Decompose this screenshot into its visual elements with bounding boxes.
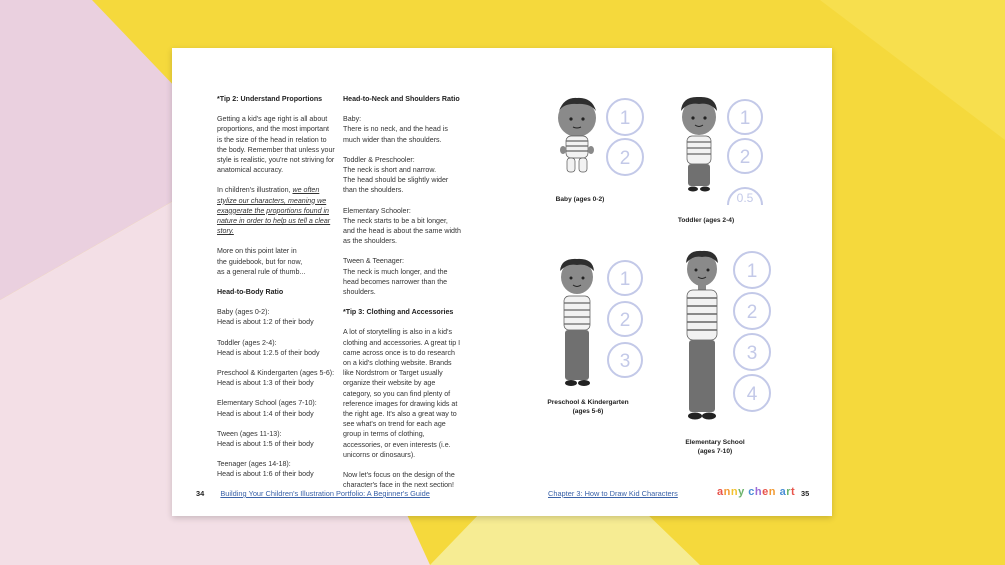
ratio-age: Tween (ages 11-13): xyxy=(217,429,282,438)
tip2-heading: *Tip 2: Understand Proportions xyxy=(217,95,323,103)
baby-illustration xyxy=(558,98,596,172)
toddler-illustration xyxy=(681,97,717,192)
neck-age: Toddler & Preschooler: xyxy=(343,155,415,164)
marker-label: 1 xyxy=(746,261,758,282)
neck-item xyxy=(343,155,463,196)
logo-letter: n xyxy=(723,486,731,498)
ratio-age: Preschool & Kindergarten (ages 5-6): xyxy=(217,369,335,378)
right-column xyxy=(343,94,463,501)
tip3-paragraph-2: Now let's focus on the design of the character's face in the next section! xyxy=(343,471,455,490)
ratio-item xyxy=(217,429,335,449)
marker-label: 1 xyxy=(739,108,751,129)
logo xyxy=(717,486,795,498)
marker-label: 3 xyxy=(746,343,758,364)
marker-label: 3 xyxy=(619,351,631,372)
marker-label: 2 xyxy=(619,148,631,169)
neck-heading: Head-to-Neck and Shoulders Ratio xyxy=(343,95,460,103)
marker-label: 4 xyxy=(746,384,758,405)
logo-letter: n xyxy=(768,486,776,498)
tip2-paragraph-2 xyxy=(217,185,335,236)
preschool-figure xyxy=(550,256,665,396)
ratio-item xyxy=(217,307,335,327)
left-column xyxy=(217,94,335,490)
ratio-value: Head is about 1:2 of their body xyxy=(217,318,314,327)
logo-letter: y xyxy=(738,486,745,498)
elementary-illustration xyxy=(686,251,718,420)
neck-item xyxy=(343,206,463,247)
marker-label: 2 xyxy=(739,147,751,168)
ratio-value: Head is about 1:6 of their body xyxy=(217,470,314,479)
right-footer-link xyxy=(548,489,678,498)
ratio-item xyxy=(217,368,335,388)
ratio-item xyxy=(217,398,335,418)
elementary-figure xyxy=(672,248,787,438)
book-spread xyxy=(172,48,832,516)
preschool-caption: Preschool & Kindergarten (ages 5-6) xyxy=(547,399,629,415)
neck-text: The neck is much longer, and the head becomes narrower than the shoulders. xyxy=(343,267,448,297)
baby-figure xyxy=(550,94,665,194)
toddler-figure xyxy=(672,94,787,214)
ratio-age: Baby (ages 0-2): xyxy=(217,308,270,317)
neck-text: The neck is short and narrow. The head should be slightly wider than the shoulders. xyxy=(343,166,449,195)
right-footer-title[interactable]: Chapter 3: How to Draw Kid Characters xyxy=(548,489,678,498)
marker-label: 0.5 xyxy=(736,191,754,205)
neck-age: Tween & Teenager: xyxy=(343,257,404,266)
ratio-value: Head is about 1:4 of their body xyxy=(217,409,314,418)
tip3-heading: *Tip 3: Clothing and Accessories xyxy=(343,308,454,317)
baby-caption: Baby (ages 0-2) xyxy=(555,196,605,203)
left-page-number: 34 xyxy=(196,489,205,498)
marker-group xyxy=(608,261,642,377)
ratio-item xyxy=(217,459,335,479)
logo-letter: e xyxy=(762,486,769,498)
right-page-number: 35 xyxy=(801,489,810,498)
ratio-value: Head is about 1:5 of their body xyxy=(217,440,314,449)
marker-label: 2 xyxy=(746,302,758,323)
logo-letter: h xyxy=(754,486,763,498)
tip2-p2-emphasis: we often stylize our characters, meaning we exaggerate the proportions found in nature in order to help us tell a clear story. xyxy=(217,186,331,236)
tip2-paragraph-1: Getting a kid's age right is all about proportions, and the most important is the size of the head in relation to the body. Remember that unless your style is realistic, you're not striving for anatomical accuracy. xyxy=(217,115,335,175)
tip3-paragraph-1: A lot of storytelling is also in a kid's clothing and accessories. A great tip I came across once is to do research on a kid's clothing website. Brands like Nordstrom or Target usually organize their website by age category, so you can find plenty of reference images for drawing kids at the right age. It's also a great way to see what's on trend for each age group in terms of clothing, accessories, or even interests (i.e. unicorns or dinosaurs). xyxy=(343,328,461,459)
ratio-age: Teenager (ages 14-18): xyxy=(217,460,291,469)
marker-label: 1 xyxy=(619,269,631,290)
ratio-age: Elementary School (ages 7-10): xyxy=(217,399,317,408)
ratio-item xyxy=(217,338,335,358)
logo-letter: n xyxy=(730,486,739,498)
elementary-caption: Elementary School (ages 7-10) xyxy=(685,439,745,455)
marker-label: 2 xyxy=(619,310,631,331)
ratio-age: Toddler (ages 2-4): xyxy=(217,338,277,347)
tip2-p2-prefix: In children's illustration, xyxy=(217,186,293,195)
left-footer xyxy=(196,489,430,498)
neck-age: Baby: xyxy=(343,115,362,124)
neck-text: There is no neck, and the head is much wider than the shoulders. xyxy=(343,125,448,144)
toddler-caption: Toddler (ages 2-4) xyxy=(677,217,735,224)
preschool-illustration xyxy=(560,259,594,386)
logo-letter: c xyxy=(748,486,755,498)
tip2-paragraph-3: More on this point later in the guidebook, but for now, as a general rule of thumb... xyxy=(217,247,306,276)
logo-letter: a xyxy=(779,486,787,498)
ratio-value: Head is about 1:2.5 of their body xyxy=(217,348,320,357)
neck-text: The neck starts to be a bit longer, and the head is about the same width as the shoulders. xyxy=(343,216,461,246)
neck-item xyxy=(343,256,463,297)
left-footer-title[interactable]: Building Your Children's Illustration Portfolio: A Beginner's Guide xyxy=(220,489,430,498)
logo-letter: t xyxy=(790,486,796,498)
logo-letter: a xyxy=(717,486,724,498)
neck-item xyxy=(343,114,463,145)
ratio-value: Head is about 1:3 of their body xyxy=(217,379,314,388)
head-to-body-heading: Head-to-Body Ratio xyxy=(217,288,284,297)
marker-group xyxy=(607,99,643,175)
ratio-list xyxy=(217,307,335,479)
logo-letter: r xyxy=(786,486,791,498)
marker-group xyxy=(728,100,762,205)
neck-age: Elementary Schooler: xyxy=(343,206,411,215)
marker-group xyxy=(734,252,770,411)
right-page-number-wrap xyxy=(801,489,809,498)
marker-label: 1 xyxy=(619,108,631,129)
